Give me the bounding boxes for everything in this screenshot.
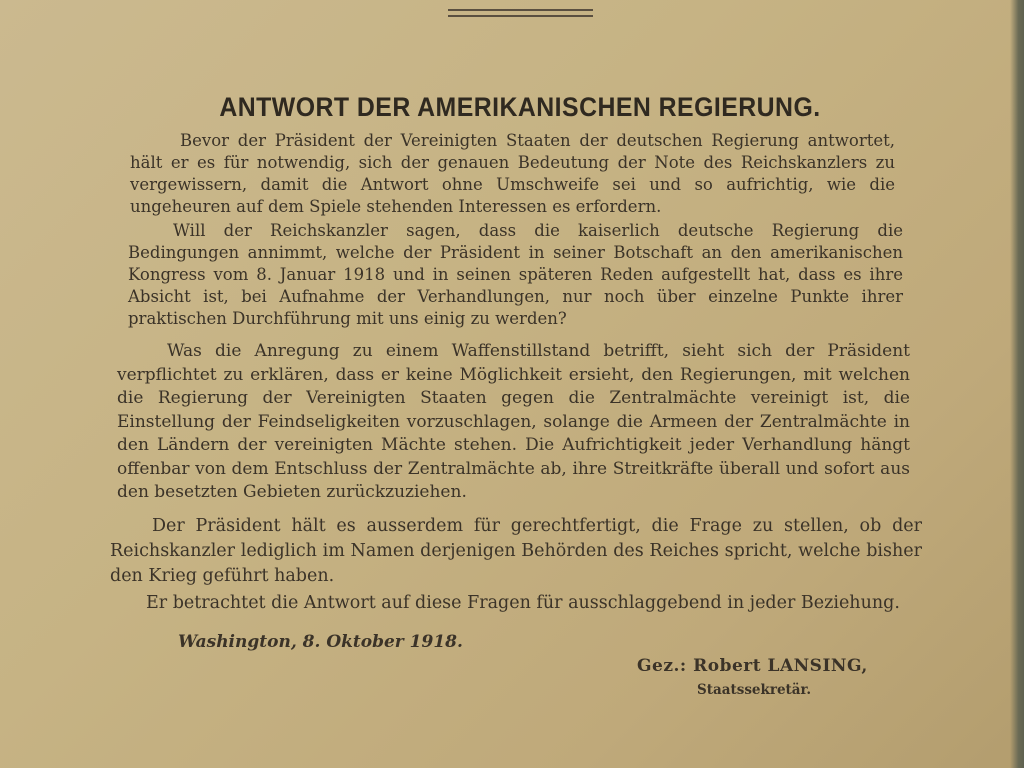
top-rule (448, 9, 593, 11)
signature-title: Staatssekretär. (697, 682, 812, 698)
signature: Gez.: Robert LANSING, (637, 656, 868, 676)
document-title: ANTWORT DER AMERIKANISCHEN REGIERUNG. (219, 92, 821, 123)
paragraph-1: Bevor der Präsident der Vereinigten Staaten der deutschen Regierung antwortet, hält er es für notwendig, sich der genauen Bedeutung der Note des Reichskanzlers zu vergewissern, damit die Antwort ohne Umschweife sei und so aufrichtig, wie die ungeheuren auf dem Spiele stehenden Interessen es erfordern. (130, 131, 895, 216)
paragraph-2: Will der Reichskanzler sagen, dass die kaiserlich deutsche Regierung die Bedingungen annimmt, welche der Präsident in seiner Botschaft an den amerikanischen Kongress vom 8. Januar 1918 und in seinen späteren Reden aufgestellt hat, dass es ihre Absicht ist, bei Aufnahme der Verhandlungen, nur noch über einzelne Punkte ihrer praktischen Durchführung mit uns einig zu werden? (128, 221, 903, 328)
paragraph-3: Was die Anregung zu einem Waffenstillstand betrifft, sieht sich der Präsident verpflichtet zu erklären, dass er keine Möglichkeit ersieht, den Regierungen, mit welchen die Regierung der Vereinigten Staaten gegen die Zentralmächte vereinigt ist, die Einstellung der Feindseligkeiten vorzuschlagen, solange die Armeen der Zentralmächte in den Ländern der vereinigten Mächte stehen. Die Aufrichtigkeit jeder Verhandlung hängt offenbar von dem Entschluss der Zentralmächte ab, ihre Streitkräfte überall und sofort aus den besetzten Gebieten zurückzuziehen. (117, 341, 910, 502)
date-line: Washington, 8. Oktober 1918. (178, 632, 463, 652)
top-rule (448, 15, 593, 17)
paragraph-5: Er betrachtet die Antwort auf diese Fragen für ausschlaggebend in jeder Beziehung. (146, 593, 900, 613)
paragraph-4: Der Präsident hält es ausserdem für gerechtfertigt, die Frage zu stellen, ob der Reichskanzler lediglich im Namen derjenigen Behörden des Reiches spricht, welche bisher den Krieg geführt haben. (110, 516, 922, 586)
page-right-edge (1010, 0, 1024, 768)
